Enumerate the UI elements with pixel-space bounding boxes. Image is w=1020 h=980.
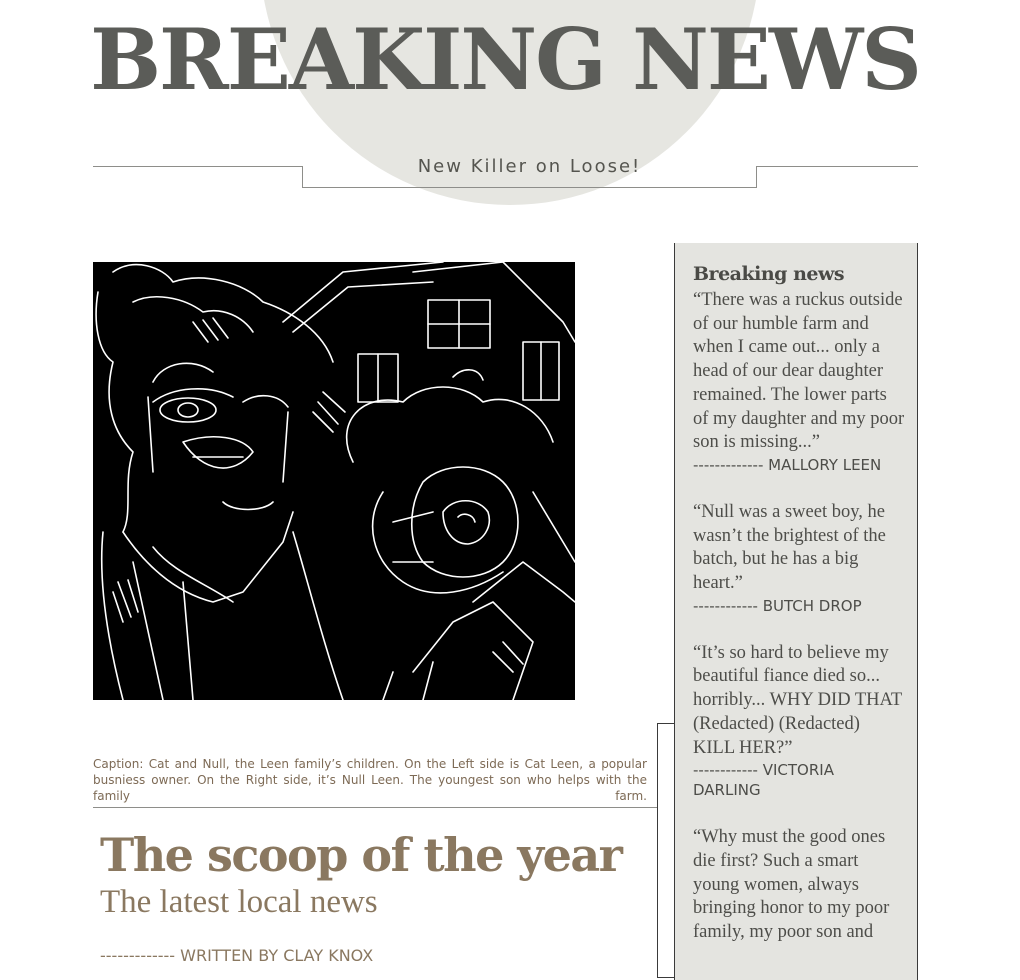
sidebar-outline-left xyxy=(657,723,658,978)
sidebar-content xyxy=(693,263,905,945)
article-divider xyxy=(93,807,657,808)
quote-text: “There was a ruckus outside of our humble farm and when I came out... only a head of our dear daughter remained. The lower parts of my daughter and my poor son is missing...” xyxy=(693,290,905,453)
sidebar-outline-bottom xyxy=(657,977,674,978)
masthead-subtitle: New Killer on Loose! xyxy=(417,156,642,177)
article-byline: ------------- WRITTEN BY CLAY KNOX xyxy=(100,946,374,965)
subtitle-rule-right xyxy=(757,166,918,167)
quote-attribution: ------------ BUTCH DROP xyxy=(693,596,862,615)
subtitle-rule-left xyxy=(93,166,302,167)
quote-text: “Why must the good ones die first? Such a smart young women, always bringing honor to my poor family, my poor son and xyxy=(693,827,890,943)
quote-attribution: ------------ VICTORIA DARLING xyxy=(693,761,834,800)
sidebar-quotes-panel xyxy=(674,243,918,980)
quote-attribution: ------------- MALLORY LEEN xyxy=(693,455,882,474)
quote-text: “It’s so hard to believe my beautiful fiance died so... horribly... WHY DID THAT (Redacted) (Redacted) KILL HER?” xyxy=(693,642,902,758)
article-tagline: The latest local news xyxy=(100,884,378,920)
masthead-title: BREAKING NEWS xyxy=(90,10,920,109)
article-photo xyxy=(93,262,575,700)
sidebar-outline-top xyxy=(657,723,674,724)
article-headline: The scoop of the year xyxy=(100,828,622,882)
quote-text: “Null was a sweet boy, he wasn’t the brightest of the batch, but he has a big heart.” xyxy=(693,501,886,594)
subtitle-bracket-bottom xyxy=(302,187,757,188)
sidebar-title: Breaking news xyxy=(693,263,845,285)
photo-caption: Caption: Cat and Null, the Leen family’s children. On the Left side is Cat Leen, a popular busniess owner. On the Right side, it’s Null Leen. The youngest son who helps with the family farm. xyxy=(93,757,647,803)
